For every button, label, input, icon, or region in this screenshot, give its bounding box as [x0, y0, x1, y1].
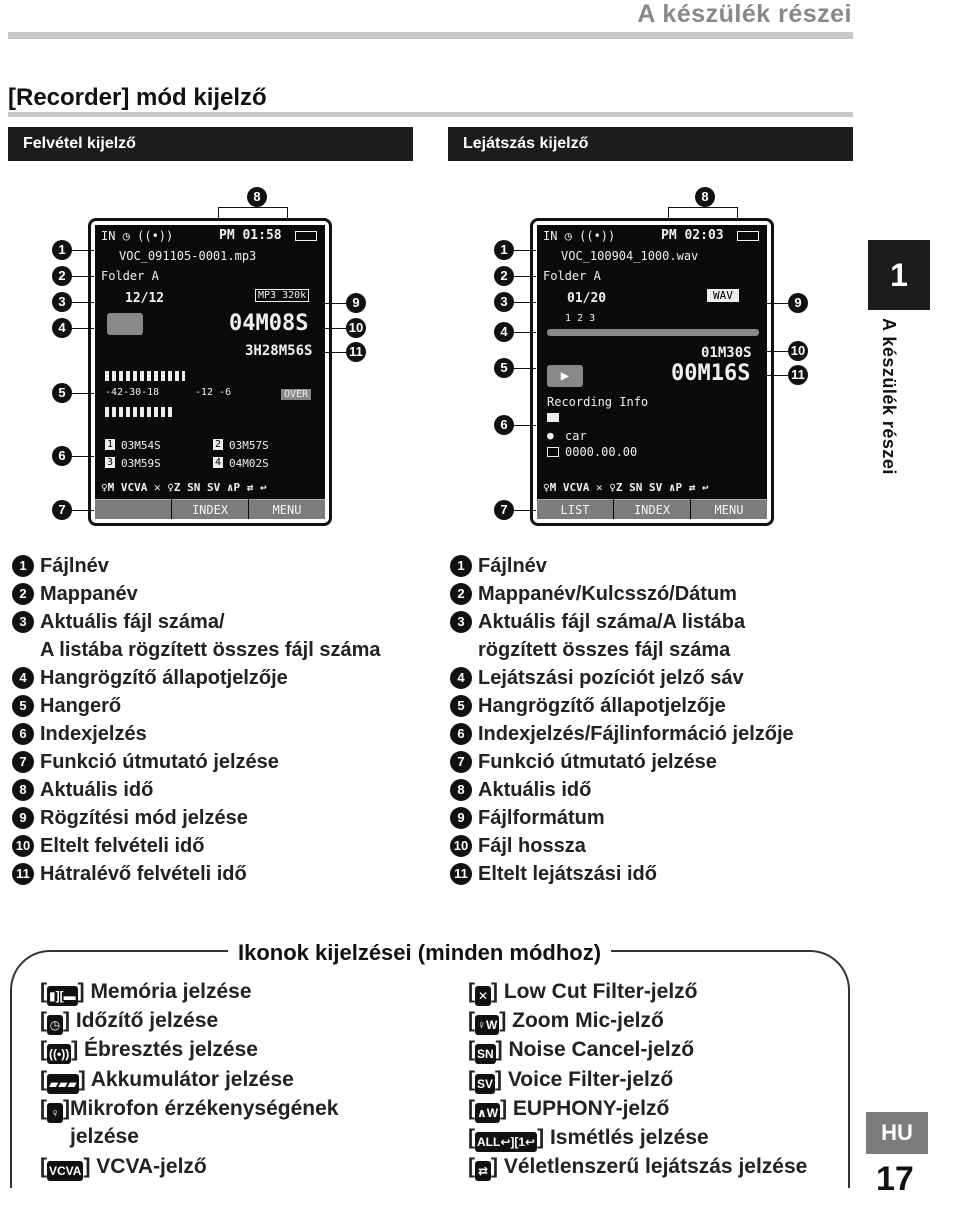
icon-legend-text: Akkumulátor jelzése [90, 1068, 294, 1091]
alarm-icon: ((•)) [47, 1044, 71, 1064]
list-number: 8 [12, 779, 34, 801]
record-status-icons: IN ◷ ((•)) [101, 229, 174, 243]
list-text: Fájl hossza [478, 835, 586, 857]
callout-2: 2 [52, 266, 72, 286]
list-text: Lejátszási pozíciót jelző sáv [478, 667, 744, 689]
list-number: 4 [12, 667, 34, 689]
icon-legend-row: [ SN] Noise Cancel-jelző [468, 1038, 694, 1064]
leader-line [72, 276, 94, 277]
record-softkey-menu[interactable]: MENU [249, 499, 325, 519]
callout-3: 3 [494, 292, 514, 312]
list-item [12, 804, 432, 832]
icon-legend-text: VCVA-jelző [96, 1155, 207, 1178]
callout-4: 4 [52, 318, 72, 338]
icon-legend-text: Ébresztés jelzése [84, 1038, 258, 1061]
leader-line [764, 375, 788, 376]
record-softkey-1[interactable] [95, 499, 171, 519]
callout-6: 6 [494, 415, 514, 435]
microphone-icon: ♀ [47, 1103, 63, 1123]
icon-legend-text: Memória jelzése [90, 980, 252, 1003]
record-elapsed: 04M08S [229, 311, 309, 336]
page-number: 17 [876, 1160, 914, 1198]
list-item [450, 692, 870, 720]
leader-line [514, 332, 536, 333]
over-indicator: OVER [281, 389, 311, 400]
section-divider [8, 112, 853, 117]
list-item [12, 748, 432, 776]
icon-legend-row: [ VCVA] VCVA-jelző [40, 1155, 207, 1181]
list-text: Aktuális idő [478, 779, 592, 801]
list-item [450, 608, 870, 636]
leader-line [668, 207, 738, 221]
chapter-tab: 1 [868, 240, 930, 310]
leader-line [322, 328, 346, 329]
icon-legend-text: Low Cut Filter-jelző [503, 980, 698, 1003]
euphony-icon: ∧W [475, 1103, 500, 1123]
list-item [12, 580, 432, 608]
callout-7: 7 [494, 500, 514, 520]
record-screen-frame [88, 218, 332, 526]
list-number: 9 [12, 807, 34, 829]
record-screen [95, 225, 325, 519]
list-number: 5 [450, 695, 472, 717]
list-item [12, 552, 432, 580]
language-badge: HU [866, 1112, 928, 1154]
list-item [450, 552, 870, 580]
icon-legend-text: Mikrofon érzékenységének [70, 1097, 339, 1120]
list-text: Fájlnév [40, 555, 109, 577]
playback-file-length: 01M30S [701, 345, 752, 361]
leader-line [514, 276, 536, 277]
playback-folder: Folder A [543, 269, 601, 283]
playback-index-marks: 1 2 3 [565, 313, 596, 324]
list-text: Indexjelzés [40, 723, 147, 745]
list-text: Eltelt lejátszási idő [478, 863, 657, 885]
callout-10: 10 [788, 341, 808, 361]
record-state-icon [107, 313, 143, 335]
index-time-3: 03M59S [121, 457, 161, 470]
playback-clock: PM 02:03 [661, 228, 724, 243]
playback-screen [537, 225, 767, 519]
leader-line [514, 425, 536, 426]
list-number: 10 [12, 835, 34, 857]
record-remaining: 3H28M56S [245, 343, 313, 359]
list-number: 3 [12, 611, 34, 633]
header-title: A készülék részei [637, 0, 852, 28]
record-clock: PM 01:58 [219, 228, 282, 243]
leader-line [322, 303, 346, 304]
playback-status-icons: IN ◷ ((•)) [543, 229, 616, 243]
list-text: rögzített összes fájl száma [478, 639, 731, 661]
battery-icon: ▰▰▰ [47, 1074, 79, 1094]
battery-icon [295, 231, 317, 241]
list-item [12, 608, 432, 636]
shuffle-icon: ⇄ [475, 1161, 491, 1181]
index-number-1: 1 [107, 439, 114, 450]
leader-line [764, 351, 788, 352]
leader-line [514, 368, 536, 369]
icon-legend-text: Véletlenszerű lejátszás jelzése [503, 1155, 808, 1178]
leader-line [72, 393, 94, 394]
icon-legend-row: [ ▮][▬] Memória jelzése [40, 980, 252, 1006]
play-state-icon: ▶ [547, 365, 583, 387]
leader-line [514, 510, 536, 511]
record-softkey-index[interactable]: INDEX [172, 499, 248, 519]
playback-position-bar[interactable] [547, 329, 759, 336]
memory-icon: ▮][▬ [47, 986, 78, 1006]
list-number: 9 [450, 807, 472, 829]
list-item [450, 636, 870, 664]
leader-line [72, 302, 94, 303]
list-text: Eltelt felvételi idő [40, 835, 205, 857]
list-text: A listába rögzített összes fájl száma [40, 639, 381, 661]
callout-11: 11 [788, 365, 808, 385]
icon-legend-row: [ ◷ ] Időzítő jelzése [40, 1009, 218, 1035]
callout-11: 11 [346, 342, 366, 362]
playback-softkey-list[interactable]: LIST [537, 499, 613, 519]
icon-legend-row: [ ▰▰▰] Akkumulátor jelzése [40, 1068, 294, 1094]
level-meter-right [105, 407, 175, 417]
playback-screen-frame [530, 218, 774, 526]
playback-softkey-index[interactable]: INDEX [614, 499, 690, 519]
section-title: [Recorder] mód kijelző [8, 84, 267, 111]
callout-1: 1 [52, 240, 72, 260]
leader-line [72, 510, 94, 511]
leader-line [218, 207, 288, 221]
level-marks: -12 -6 [195, 387, 232, 398]
list-item [12, 692, 432, 720]
list-text: Indexjelzés/Fájlinformáció jelzője [478, 723, 794, 745]
callout-1: 1 [494, 240, 514, 260]
vcva-icon: VCVA [47, 1161, 83, 1181]
callout-7: 7 [52, 500, 72, 520]
icon-legend-row: [ ALL↩][1↩] Ismétlés jelzése [468, 1126, 709, 1152]
list-number: 11 [450, 863, 472, 885]
icon-legend-row: [ SV] Voice Filter-jelző [468, 1068, 673, 1094]
list-text: Hangrögzítő állapotjelzője [478, 695, 726, 717]
list-number: 3 [450, 611, 472, 633]
level-scale: -42-30-18 [105, 387, 160, 398]
record-folder: Folder A [101, 269, 159, 283]
icon-legend-text: Ismétlés jelzése [549, 1126, 709, 1149]
list-text: Hátralévő felvételi idő [40, 863, 247, 885]
record-filename: VOC_091105-0001.mp3 [119, 249, 257, 263]
list-text: Fájlnév [478, 555, 547, 577]
keyword-icon: ● [547, 429, 554, 442]
leader-line [764, 303, 788, 304]
list-text: Funkció útmutató jelzése [40, 751, 279, 773]
noise-cancel-icon: SN [475, 1044, 496, 1064]
index-number-3: 3 [107, 457, 114, 468]
battery-icon [737, 231, 759, 241]
callout-9: 9 [346, 293, 366, 313]
icons-legend-title: Ikonok kijelzései (minden módhoz) [228, 940, 611, 966]
list-number: 2 [450, 583, 472, 605]
callout-8: 8 [247, 187, 267, 207]
list-number: 1 [450, 555, 472, 577]
leader-line [322, 352, 346, 353]
icon-legend-row: [ ((•))] Ébresztés jelzése [40, 1038, 258, 1064]
list-text: Funkció útmutató jelzése [478, 751, 717, 773]
list-number: 6 [12, 723, 34, 745]
list-item [450, 860, 870, 888]
folder-icon [547, 413, 559, 422]
list-item [450, 580, 870, 608]
playback-softkey-menu[interactable]: MENU [691, 499, 767, 519]
timer-icon: ◷ [47, 1015, 63, 1035]
index-number-2: 2 [215, 439, 222, 450]
leader-line [514, 250, 536, 251]
playback-filename: VOC_100904_1000.wav [561, 249, 699, 263]
callout-5: 5 [52, 383, 72, 403]
icon-legend-text: Zoom Mic-jelző [512, 1009, 664, 1032]
list-item [12, 636, 432, 664]
list-number: 11 [12, 863, 34, 885]
callout-4: 4 [494, 322, 514, 342]
playback-file-count: 01/20 [567, 291, 607, 306]
index-time-1: 03M54S [121, 439, 161, 452]
icon-legend-row: [ ♀W] Zoom Mic-jelző [468, 1009, 664, 1035]
record-file-count: 12/12 [125, 291, 165, 306]
leader-line [72, 456, 94, 457]
list-item [450, 720, 870, 748]
icon-legend-text: jelzése [70, 1125, 139, 1148]
icon-legend-text: Voice Filter-jelző [507, 1068, 674, 1091]
function-icons: ♀M VCVA ✕ ♀Z SN SV ∧P ⇄ ↩ [543, 481, 709, 494]
record-mode: MP3 320k [255, 289, 309, 302]
callout-6: 6 [52, 446, 72, 466]
index-number-4: 4 [215, 457, 222, 468]
list-number: 6 [450, 723, 472, 745]
list-number: 10 [450, 835, 472, 857]
list-text: Hangrögzítő állapotjelzője [40, 667, 288, 689]
callout-2: 2 [494, 266, 514, 286]
index-time-4: 04M02S [229, 457, 269, 470]
function-icons: ♀M VCVA ✕ ♀Z SN SV ∧P ⇄ ↩ [101, 481, 267, 494]
icon-legend-row: [ ✕ ] Low Cut Filter-jelző [468, 980, 697, 1006]
list-text: Mappanév [40, 583, 138, 605]
playback-legend-list [450, 552, 870, 888]
list-item [450, 748, 870, 776]
chapter-side-text: A készülék részei [879, 318, 899, 475]
voice-filter-icon: SV [475, 1074, 495, 1094]
leader-line [72, 328, 94, 329]
level-meter-left [105, 371, 185, 381]
header-divider [8, 32, 853, 39]
callout-10: 10 [346, 318, 366, 338]
zoom-mic-icon: ♀W [475, 1015, 499, 1035]
icon-legend-text: Noise Cancel-jelző [508, 1038, 695, 1061]
list-number: 2 [12, 583, 34, 605]
callout-8: 8 [695, 187, 715, 207]
list-item [12, 860, 432, 888]
list-text: Aktuális idő [40, 779, 154, 801]
index-time-2: 03M57S [229, 439, 269, 452]
low-cut-filter-icon: ✕ [475, 986, 491, 1006]
recording-info-date: 0000.00.00 [565, 445, 638, 459]
list-text: Mappanév/Kulcsszó/Dátum [478, 583, 737, 605]
icon-legend-text: Időzítő jelzése [75, 1009, 219, 1032]
list-number: 8 [450, 779, 472, 801]
list-number: 7 [12, 751, 34, 773]
list-item [12, 776, 432, 804]
list-text: Hangerő [40, 695, 122, 717]
list-item [450, 832, 870, 860]
list-item [12, 832, 432, 860]
callout-9: 9 [788, 293, 808, 313]
callout-3: 3 [52, 292, 72, 312]
list-number: 4 [450, 667, 472, 689]
list-text: Aktuális fájl száma/ [40, 611, 225, 633]
icon-legend-row: [ ♀ ]Mikrofon érzékenységének [40, 1097, 338, 1123]
panel-label-playback: Lejátszás kijelző [448, 127, 853, 161]
repeat-icon: ALL↩][1↩ [475, 1132, 537, 1152]
list-number: 1 [12, 555, 34, 577]
calendar-icon [547, 447, 559, 457]
list-item [450, 804, 870, 832]
playback-elapsed: 00M16S [671, 361, 751, 386]
icon-legend-row: [ ∧W] EUPHONY-jelző [468, 1097, 669, 1123]
list-text: Rögzítési mód jelzése [40, 807, 248, 829]
icon-legend-text: EUPHONY-jelző [512, 1097, 670, 1120]
list-text: Aktuális fájl száma/A listába [478, 611, 746, 633]
recording-info-keyword: car [565, 429, 587, 443]
icon-legend-row [70, 1125, 139, 1149]
icon-legend-row: [ ⇄ ] Véletlenszerű lejátszás jelzése [468, 1155, 807, 1181]
list-number: 7 [450, 751, 472, 773]
list-text: Fájlformátum [478, 807, 605, 829]
leader-line [72, 250, 94, 251]
callout-5: 5 [494, 358, 514, 378]
leader-line [514, 302, 536, 303]
list-item [12, 720, 432, 748]
list-item [450, 664, 870, 692]
list-item [450, 776, 870, 804]
list-item [12, 664, 432, 692]
record-legend-list [12, 552, 432, 888]
panel-label-record: Felvétel kijelző [8, 127, 413, 161]
recording-info-title: Recording Info [547, 395, 649, 409]
list-number: 5 [12, 695, 34, 717]
playback-format: WAV [707, 289, 739, 302]
